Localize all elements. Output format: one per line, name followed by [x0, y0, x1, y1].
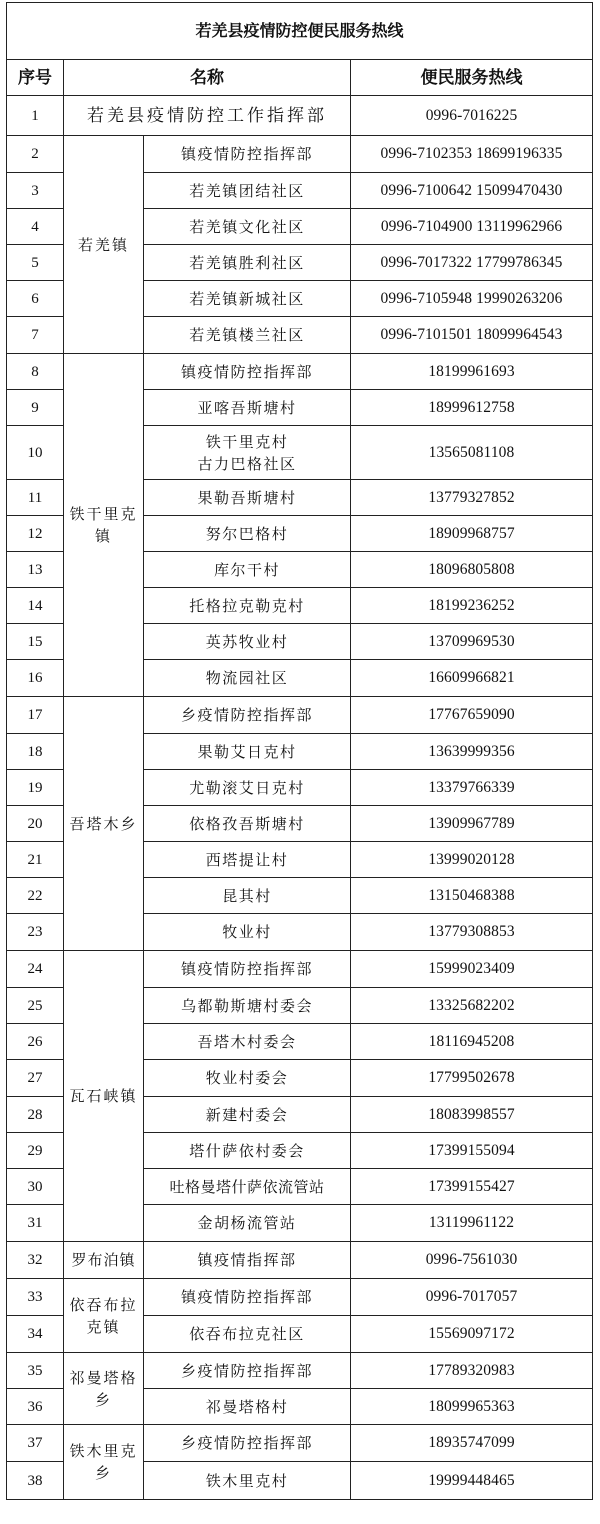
row-number: 1	[7, 96, 64, 136]
table-row	[7, 1353, 593, 1389]
unit-name: 镇疫情防控指挥部	[144, 354, 351, 390]
hotline-number: 13639999356	[351, 734, 593, 770]
row-number: 19	[7, 770, 64, 806]
hotline-number: 0996-7104900 13119962966	[351, 209, 593, 245]
unit-name: 乡疫情防控指挥部	[144, 1425, 351, 1462]
unit-name: 牧业村	[144, 914, 351, 951]
hotline-number: 18096805808	[351, 552, 593, 588]
row-number: 24	[7, 951, 64, 988]
hotline-number: 0996-7100642 15099470430	[351, 173, 593, 209]
row-number: 28	[7, 1097, 64, 1133]
hotline-number: 18116945208	[351, 1024, 593, 1060]
unit-name: 物流园社区	[144, 660, 351, 697]
unit-name: 尤勒滚艾日克村	[144, 770, 351, 806]
row-number: 4	[7, 209, 64, 245]
unit-name: 依格孜吾斯塘村	[144, 806, 351, 842]
town-name: 罗布泊镇	[64, 1242, 144, 1279]
row-number: 10	[7, 426, 64, 480]
hotline-number: 0996-7017057	[351, 1279, 593, 1316]
hotline-number: 18083998557	[351, 1097, 593, 1133]
row-number: 16	[7, 660, 64, 697]
town-name: 瓦石峡镇	[64, 951, 144, 1242]
row-number: 34	[7, 1316, 64, 1353]
hotline-number: 15569097172	[351, 1316, 593, 1353]
unit-name: 新建村委会	[144, 1097, 351, 1133]
row-number: 36	[7, 1389, 64, 1425]
hotline-number: 13709969530	[351, 624, 593, 660]
header-row	[7, 60, 593, 96]
row-number: 6	[7, 281, 64, 317]
unit-name: 若羌镇文化社区	[144, 209, 351, 245]
hotline-number: 13779327852	[351, 480, 593, 516]
unit-name: 祁曼塔格村	[144, 1389, 351, 1425]
row-number: 13	[7, 552, 64, 588]
row-number: 25	[7, 988, 64, 1024]
unit-name: 镇疫情防控指挥部	[144, 951, 351, 988]
title-row	[7, 3, 593, 60]
hotline-number: 0996-7017322 17799786345	[351, 245, 593, 281]
unit-name: 金胡杨流管站	[144, 1205, 351, 1242]
hotline-number: 18199961693	[351, 354, 593, 390]
unit-name: 吐格曼塔什萨依流管站	[144, 1169, 351, 1205]
unit-name: 塔什萨依村委会	[144, 1133, 351, 1169]
town-name: 祁曼塔格乡	[64, 1353, 144, 1425]
hotline-number: 17789320983	[351, 1353, 593, 1389]
hotline-number: 18999612758	[351, 390, 593, 426]
row-number: 11	[7, 480, 64, 516]
unit-name: 吾塔木村委会	[144, 1024, 351, 1060]
row-number: 14	[7, 588, 64, 624]
unit-name: 镇疫情防控指挥部	[144, 136, 351, 173]
hotline-number: 17399155094	[351, 1133, 593, 1169]
hotline-number: 18935747099	[351, 1425, 593, 1462]
unit-name: 镇疫情防控指挥部	[144, 1279, 351, 1316]
unit-name: 努尔巴格村	[144, 516, 351, 552]
hotline-number: 13999020128	[351, 842, 593, 878]
hotline-number: 0996-7102353 18699196335	[351, 136, 593, 173]
hotline-number: 15999023409	[351, 951, 593, 988]
row-number: 29	[7, 1133, 64, 1169]
hotline-number: 18909968757	[351, 516, 593, 552]
hotline-number: 13909967789	[351, 806, 593, 842]
unit-name: 英苏牧业村	[144, 624, 351, 660]
town-name: 若羌镇	[64, 136, 144, 354]
hotline-number: 18199236252	[351, 588, 593, 624]
hotline-number: 16609966821	[351, 660, 593, 697]
row-number: 18	[7, 734, 64, 770]
hotline-number: 0996-7016225	[351, 96, 593, 136]
hotline-number: 13150468388	[351, 878, 593, 914]
table-title: 若羌县疫情防控便民服务热线	[7, 3, 593, 60]
hotline-number: 0996-7105948 19990263206	[351, 281, 593, 317]
row-number: 35	[7, 1353, 64, 1389]
unit-name: 依吞布拉克社区	[144, 1316, 351, 1353]
unit-name: 若羌镇楼兰社区	[144, 317, 351, 354]
hotline-number: 13379766339	[351, 770, 593, 806]
unit-name: 果勒艾日克村	[144, 734, 351, 770]
row-number: 9	[7, 390, 64, 426]
row-number: 31	[7, 1205, 64, 1242]
hotline-number: 13325682202	[351, 988, 593, 1024]
row-number: 22	[7, 878, 64, 914]
unit-name: 若羌镇团结社区	[144, 173, 351, 209]
row-number: 3	[7, 173, 64, 209]
row-number: 17	[7, 697, 64, 734]
unit-name: 若羌镇新城社区	[144, 281, 351, 317]
hotline-number: 17799502678	[351, 1060, 593, 1097]
header-hotline: 便民服务热线	[351, 60, 593, 96]
row-number: 38	[7, 1462, 64, 1500]
hotline-number: 17399155427	[351, 1169, 593, 1205]
row-number: 12	[7, 516, 64, 552]
hotline-number: 13119961122	[351, 1205, 593, 1242]
unit-name: 若羌镇胜利社区	[144, 245, 351, 281]
unit-name: 昆其村	[144, 878, 351, 914]
header-name: 名称	[64, 60, 351, 96]
unit-name	[144, 426, 351, 480]
header-no: 序号	[7, 60, 64, 96]
unit-name: 乌都勒斯塘村委会	[144, 988, 351, 1024]
row-number: 2	[7, 136, 64, 173]
row-number: 30	[7, 1169, 64, 1205]
unit-name: 库尔干村	[144, 552, 351, 588]
row-number: 27	[7, 1060, 64, 1097]
hotline-table-sheet	[6, 2, 592, 1500]
town-name: 铁木里克乡	[64, 1425, 144, 1500]
row-number: 26	[7, 1024, 64, 1060]
hotline-number: 18099965363	[351, 1389, 593, 1425]
hotline-table	[6, 2, 593, 1500]
row-number: 15	[7, 624, 64, 660]
unit-name: 若羌县疫情防控工作指挥部	[64, 96, 351, 136]
unit-name: 托格拉克勒克村	[144, 588, 351, 624]
row-number: 7	[7, 317, 64, 354]
hotline-number: 0996-7101501 18099964543	[351, 317, 593, 354]
table-row	[7, 96, 593, 136]
table-row	[7, 697, 593, 734]
row-number: 23	[7, 914, 64, 951]
table-row	[7, 951, 593, 988]
row-number: 21	[7, 842, 64, 878]
row-number: 37	[7, 1425, 64, 1462]
unit-name: 镇疫情指挥部	[144, 1242, 351, 1279]
row-number: 20	[7, 806, 64, 842]
table-row	[7, 1425, 593, 1462]
hotline-number: 13565081108	[351, 426, 593, 480]
table-row	[7, 136, 593, 173]
row-number: 33	[7, 1279, 64, 1316]
unit-name: 乡疫情防控指挥部	[144, 1353, 351, 1389]
table-row	[7, 1242, 593, 1279]
unit-name: 果勒吾斯塘村	[144, 480, 351, 516]
row-number: 8	[7, 354, 64, 390]
town-name: 铁干里克镇	[64, 354, 144, 697]
table-row	[7, 354, 593, 390]
hotline-number: 0996-7561030	[351, 1242, 593, 1279]
unit-name: 牧业村委会	[144, 1060, 351, 1097]
town-name: 吾塔木乡	[64, 697, 144, 951]
unit-name: 乡疫情防控指挥部	[144, 697, 351, 734]
row-number: 32	[7, 1242, 64, 1279]
hotline-number: 17767659090	[351, 697, 593, 734]
table-row	[7, 1279, 593, 1316]
hotline-number: 13779308853	[351, 914, 593, 951]
unit-name: 亚喀吾斯塘村	[144, 390, 351, 426]
hotline-number: 19999448465	[351, 1462, 593, 1500]
row-number: 5	[7, 245, 64, 281]
unit-name: 铁木里克村	[144, 1462, 351, 1500]
unit-name-line2: 古力巴格社区	[197, 454, 297, 473]
town-name: 依吞布拉克镇	[64, 1279, 144, 1353]
unit-name: 西塔提让村	[144, 842, 351, 878]
unit-name-line1: 铁干里克村	[205, 432, 289, 451]
